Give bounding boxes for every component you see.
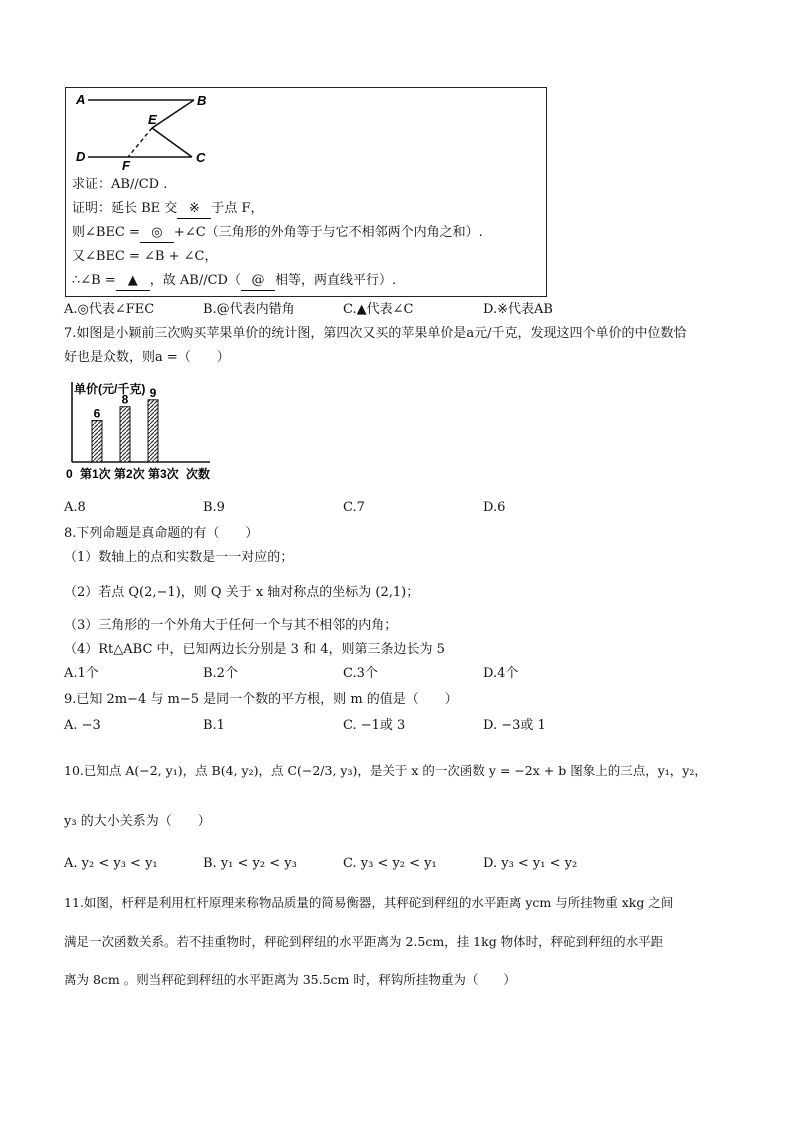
q6-option-a: A.◎代表∠FEC — [64, 302, 155, 317]
category-label-1: 第1次 — [80, 467, 111, 481]
q6-option-d: D.※代表AB — [483, 302, 553, 317]
q7-option-b: B.9 — [203, 500, 225, 515]
q8-stem: 8.下列命题是真命题的有（ ） — [64, 526, 259, 541]
label-C: C — [196, 150, 206, 165]
q8-option-b: B.2个 — [203, 666, 238, 681]
proof-line-2-text: 则∠BEC = — [72, 225, 140, 240]
proof-line-1-text: 证明：延长 BE 交 — [72, 201, 178, 216]
bar-value-label-2: 8 — [121, 392, 129, 407]
proof-line-4 — [72, 272, 396, 291]
q10-option-a: A. y₂ < y₃ < y₁ — [64, 856, 158, 871]
q10-stem-line-2: y₃ 的大小关系为（ ） — [64, 814, 211, 829]
proof-line-4-mid: ，故 AB//CD（ — [149, 273, 241, 288]
blank-triangle: ▲ — [116, 272, 150, 291]
prove-statement: 求证：AB//CD . — [72, 177, 168, 192]
q9-option-c: C. −1或 3 — [343, 718, 406, 733]
blank-at: @ — [241, 272, 275, 291]
parallel-lines-figure — [74, 90, 234, 172]
bar-3 — [148, 400, 158, 462]
proof-line-3: 又∠BEC = ∠B + ∠C， — [72, 249, 218, 264]
label-D: D — [76, 149, 86, 164]
y-axis-label: 单价(元/千克) — [74, 382, 146, 396]
q7-stem-line-2: 好也是众数，则a =（ ） — [64, 350, 230, 365]
q8-item-1: （1）数轴上的点和实数是一一对应的； — [64, 550, 294, 565]
q9-option-d: D. −3或 1 — [483, 718, 546, 733]
label-E: E — [148, 112, 157, 127]
proof-line-2 — [72, 224, 483, 243]
category-label-2: 第2次 — [114, 467, 145, 481]
q9-option-a: A. −3 — [64, 718, 101, 733]
price-bar-chart — [62, 376, 242, 486]
bar-1 — [92, 421, 102, 462]
q7-option-a: A.8 — [64, 500, 86, 515]
label-A: A — [76, 92, 86, 107]
q11-stem-line-1: 11.如图，杆秤是利用杠杆原理来称物品质量的简易衡器，其秤砣到秤纽的水平距离 ycm 与所挂物重 xkg 之间 — [64, 895, 674, 910]
q8-item-2: （2）若点 Q(2,−1)，则 Q 关于 x 轴对称点的坐标为 (2,1)； — [64, 585, 420, 600]
bar-2 — [120, 407, 130, 462]
q8-item-3: （3）三角形的一个外角大于任何一个与其不相邻的内角； — [64, 618, 398, 633]
category-label-3: 第3次 — [148, 467, 179, 481]
q8-option-a: A.1个 — [64, 666, 99, 681]
q10-option-b: B. y₁ < y₂ < y₃ — [203, 856, 297, 871]
proof-box — [65, 87, 547, 297]
q7-stem-line-1: 7.如图是小颖前三次购买苹果单价的统计图，第四次又买的苹果单价是a元/千克，发现这四个单价的中位数恰 — [64, 326, 687, 341]
proof-line-2-end: +∠C（三角形的外角等于与它不相邻两个内角之和）. — [173, 225, 483, 240]
bar-value-label-3: 9 — [149, 385, 157, 400]
label-B: B — [197, 93, 207, 108]
q7-option-d: D.6 — [483, 500, 506, 515]
bar-value-label-1: 6 — [93, 406, 101, 421]
proof-line-4-text: ∴∠B = — [72, 273, 116, 288]
q6-option-b: B.@代表内错角 — [203, 302, 295, 317]
proof-line-1-end: 于点 F， — [211, 201, 264, 216]
label-F: F — [122, 158, 130, 172]
q8-item-4: （4）Rt△ABC 中，已知两边长分别是 3 和 4，则第三条边长为 5 — [64, 642, 445, 657]
x-axis-label: 次数 — [186, 467, 211, 481]
origin-label: 0 — [66, 467, 73, 481]
q7-option-c: C.7 — [343, 500, 365, 515]
proof-line-1 — [72, 200, 263, 219]
q11-stem-line-2: 满足一次函数关系。若不挂重物时，秤砣到秤纽的水平距离为 2.5cm，挂 1kg 物体时，秤砣到秤纽的水平距 — [64, 934, 664, 949]
q9-stem: 9.已知 2m−4 与 m−5 是同一个数的平方根，则 m 的值是（ ） — [64, 692, 458, 707]
proof-line-4-end: 相等，两直线平行）. — [274, 273, 397, 288]
q8-option-d: D.4个 — [483, 666, 519, 681]
blank-circle: ◎ — [140, 224, 174, 243]
blank-star: ※ — [177, 200, 211, 219]
q10-option-c: C. y₃ < y₂ < y₁ — [343, 856, 437, 871]
q9-option-b: B.1 — [203, 718, 225, 733]
q10-option-d: D. y₃ < y₁ < y₂ — [483, 856, 578, 871]
q10-stem-line-1: 10.已知点 A(−2, y₁)，点 B(4, y₂)，点 C(−2/3, y₃)，是关于 x 的一次函数 y = −2x + b 图象上的三点，y₁，y₂， — [64, 763, 707, 778]
q8-option-c: C.3个 — [343, 666, 378, 681]
q6-option-c: C.▲代表∠C — [343, 302, 414, 317]
q11-stem-line-3: 离为 8cm 。则当秤砣到秤纽的水平距离为 35.5cm 时，秤钩所挂物重为（ ） — [64, 972, 516, 987]
